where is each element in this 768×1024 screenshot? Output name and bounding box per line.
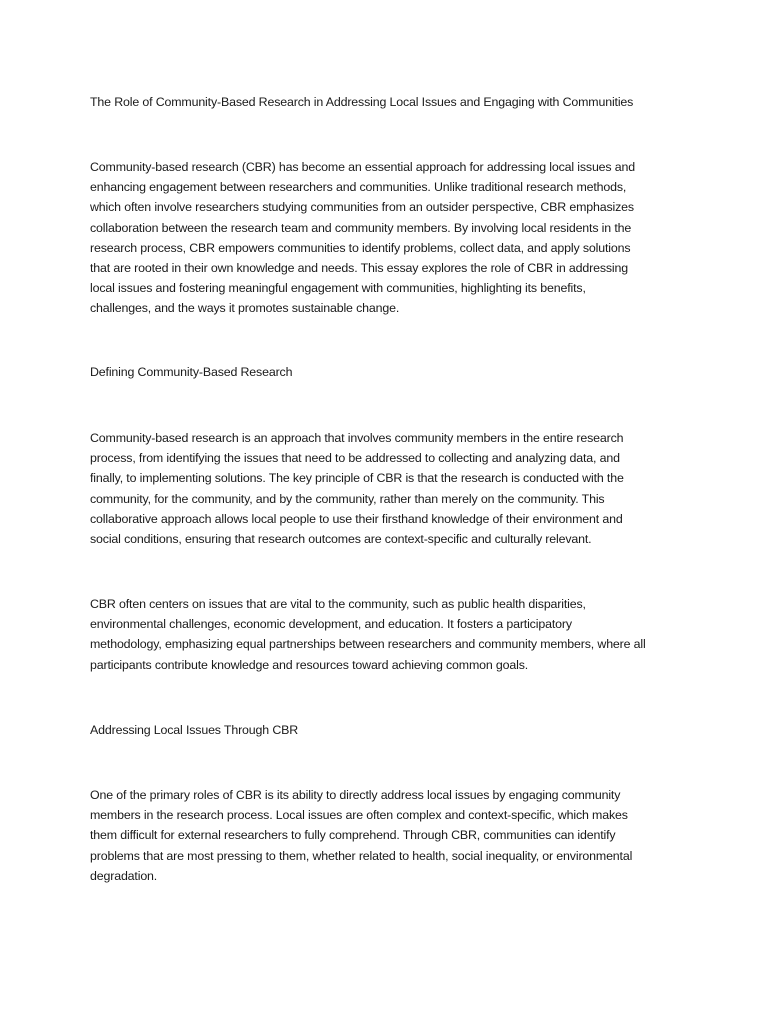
title-line: The Role of Community-Based Research in Addressing Local Issues and Engaging with Communities bbox=[90, 95, 634, 109]
paragraph-line: collaboration between the research team and community members. By involving local residents in the bbox=[90, 220, 632, 235]
paragraph-intro bbox=[90, 157, 690, 319]
document-title bbox=[90, 92, 690, 112]
paragraph-line: Community-based research (CBR) has become an essential approach for addressing local issues and bbox=[90, 160, 635, 174]
paragraph-line: finally, to implementing solutions. The key principle of CBR is that the research is conducted with the bbox=[90, 471, 624, 486]
paragraph-line: challenges, and the ways it promotes sustainable change. bbox=[90, 301, 400, 316]
paragraph-line: which often involve researchers studying communities from an outsider perspective, CBR emphasizes bbox=[90, 200, 634, 215]
paragraph-line: One of the primary roles of CBR is its ability to directly address local issues by engaging community bbox=[90, 788, 621, 802]
paragraph-line: enhancing engagement between researchers and communities. Unlike traditional research methods, bbox=[90, 180, 627, 195]
paragraph-line: methodology, emphasizing equal partnerships between researchers and community members, where all bbox=[90, 637, 646, 652]
paragraph-line: problems that are most pressing to them, whether related to health, social inequality, or environmental bbox=[90, 848, 633, 863]
paragraph-line: local issues and fostering meaningful engagement with communities, highlighting its benefits, bbox=[90, 281, 586, 296]
paragraph-line: process, from identifying the issues that need to be addressed to collecting and analyzing data, and bbox=[90, 451, 620, 466]
paragraph-line: research process, CBR empowers communities to identify problems, collect data, and apply solutions bbox=[90, 240, 631, 255]
paragraph-line: social conditions, ensuring that research outcomes are context-specific and culturally relevant. bbox=[90, 532, 592, 547]
paragraph-line: degradation. bbox=[90, 868, 158, 883]
paragraph-line: community, for the community, and by the community, rather than merely on the community. This bbox=[90, 491, 605, 506]
paragraph-line: that are rooted in their own knowledge and needs. This essay explores the role of CBR in addressing bbox=[90, 261, 629, 276]
paragraph-line: members in the research process. Local issues are often complex and context-specific, which makes bbox=[90, 808, 628, 823]
paragraph-line: environmental challenges, economic development, and education. It fosters a participatory bbox=[90, 617, 572, 632]
paragraph-line: Community-based research is an approach that involves community members in the entire research bbox=[90, 431, 624, 445]
paragraph-line: them difficult for external researchers to fully comprehend. Through CBR, communities can identify bbox=[90, 828, 616, 843]
paragraph-definition bbox=[90, 428, 690, 549]
paragraph-local-issues bbox=[90, 785, 690, 886]
paragraph-focus bbox=[90, 594, 690, 675]
section-heading-addressing bbox=[90, 720, 690, 740]
paragraph-line: participants contribute knowledge and resources toward achieving common goals. bbox=[90, 657, 529, 672]
heading-line: Addressing Local Issues Through CBR bbox=[90, 723, 299, 737]
paragraph-line: CBR often centers on issues that are vital to the community, such as public health disparities, bbox=[90, 597, 586, 611]
section-heading-defining bbox=[90, 362, 690, 382]
heading-line: Defining Community-Based Research bbox=[90, 365, 293, 379]
paragraph-line: collaborative approach allows local people to use their firsthand knowledge of their environment and bbox=[90, 511, 623, 526]
